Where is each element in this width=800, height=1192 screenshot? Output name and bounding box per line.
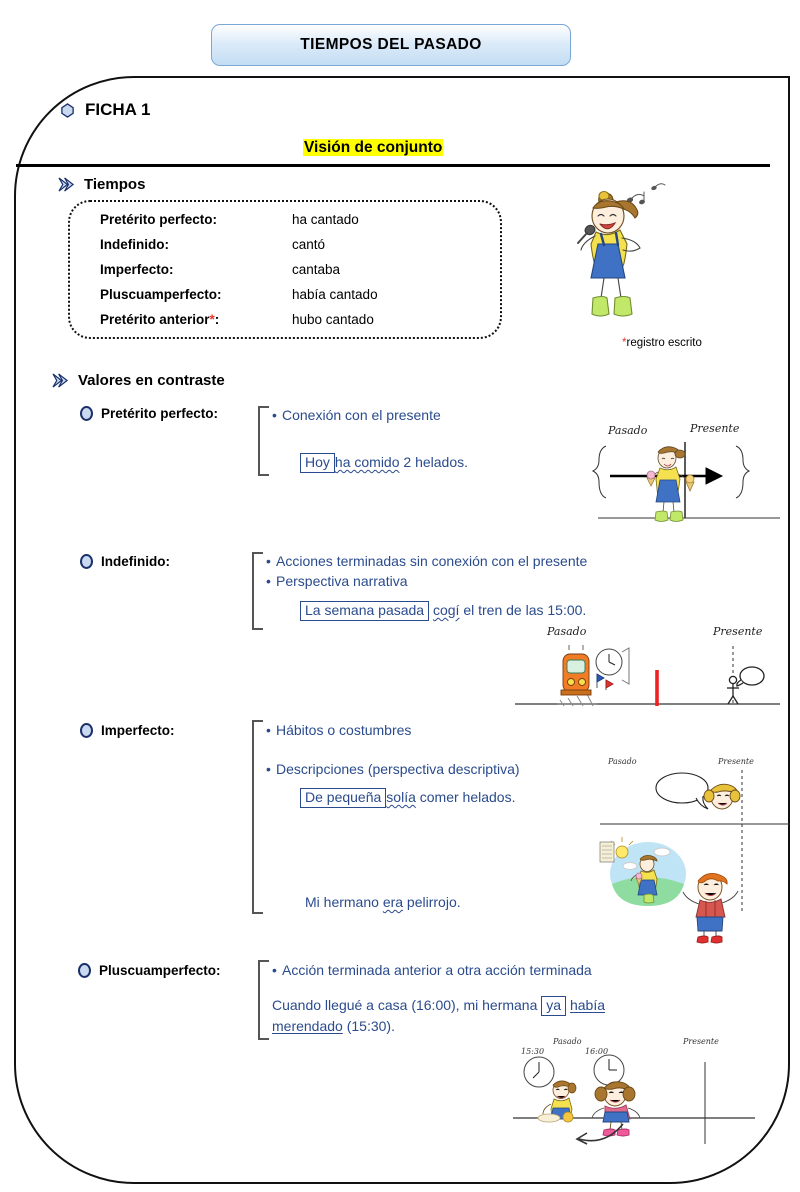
example-verb-1: había xyxy=(569,997,606,1013)
tense-name: Pluscuamperfecto: xyxy=(100,287,222,302)
footnote-star-icon: * xyxy=(622,337,627,349)
timeline-label-presente: Presente xyxy=(690,422,740,435)
subsection-pluscuamperfecto xyxy=(78,963,221,978)
bullet-dot: • xyxy=(266,722,271,738)
bullet-dot: • xyxy=(266,761,271,778)
tense-form: hubo cantado xyxy=(292,312,374,327)
subsection-label: Pluscuamperfecto: xyxy=(99,963,221,978)
example-imperfecto-2 xyxy=(305,892,461,912)
point-text: Acciones terminadas sin conexión con el presente xyxy=(276,553,588,569)
example-rest: (15:30). xyxy=(342,1017,395,1034)
example-imperfecto-1 xyxy=(300,787,515,808)
section-label: Valores en contraste xyxy=(78,372,225,389)
bullet-point xyxy=(266,571,696,591)
tense-form: cantaba xyxy=(292,262,341,277)
content-indefinido xyxy=(266,551,696,592)
example-pluscuamperfecto xyxy=(272,995,697,1036)
example-preterito-perfecto xyxy=(300,452,468,473)
example-rest: pelirrojo. xyxy=(403,894,461,910)
subsection-imperfecto xyxy=(80,723,175,738)
bullet-point xyxy=(272,405,572,425)
tense-name: Indefinido: xyxy=(100,237,169,252)
ficha-label: FICHA 1 xyxy=(85,100,151,119)
boxed-marker: La semana pasada xyxy=(300,601,429,621)
example-verb: era xyxy=(382,894,404,910)
subtitle-highlight xyxy=(303,139,443,157)
tense-name-colon: : xyxy=(214,312,220,327)
tense-row xyxy=(100,312,374,327)
content-pluscuamperfecto xyxy=(272,960,692,980)
bullet-dot: • xyxy=(272,407,277,423)
point-text: Descripciones (perspectiva descriptiva) xyxy=(276,761,520,778)
tense-name-text: Pretérito anterior xyxy=(100,312,210,327)
example-verb-2: merendado xyxy=(272,1017,343,1034)
illustration-timeline-perfecto xyxy=(590,418,790,533)
example-pre: Mi hermano xyxy=(305,894,383,910)
section-label: Tiempos xyxy=(84,176,146,193)
content-preterito-perfecto xyxy=(272,405,572,425)
chevron-bullet-icon xyxy=(52,373,69,388)
clock-label-2: 16:00 xyxy=(585,1047,609,1056)
hexagon-bullet-icon xyxy=(60,103,75,118)
bracket xyxy=(258,406,269,476)
tense-row xyxy=(100,287,378,302)
subtitle-text: Visión de conjunto xyxy=(304,139,443,156)
oval-bullet-icon xyxy=(80,554,93,569)
timeline-label-pasado: Pasado xyxy=(608,424,648,437)
clock-label-1: 15:30 xyxy=(521,1047,545,1056)
bullet-point xyxy=(266,720,606,740)
timeline-label-pasado: Pasado xyxy=(547,625,587,638)
illustration-timeline-imperfecto xyxy=(600,752,800,942)
tense-form: había cantado xyxy=(292,287,378,302)
boxed-marker: De pequeña xyxy=(300,788,386,808)
tense-form: cantó xyxy=(292,237,326,252)
tense-row xyxy=(100,237,325,252)
boxed-marker: Hoy xyxy=(300,453,335,473)
example-rest: 2 helados. xyxy=(399,454,468,470)
boxed-marker: ya xyxy=(541,996,566,1016)
bracket xyxy=(252,552,263,630)
chevron-bullet-icon xyxy=(58,177,75,192)
example-verb: cogí xyxy=(432,602,460,618)
subsection-label: Imperfecto: xyxy=(101,723,175,738)
section-heading-tiempos xyxy=(58,176,145,193)
footnote-star: * xyxy=(209,312,215,327)
bracket xyxy=(258,960,269,1040)
tense-row xyxy=(100,262,340,277)
timeline-label-pasado: Pasado xyxy=(553,1037,582,1046)
example-rest: comer helados. xyxy=(415,789,516,805)
oval-bullet-icon xyxy=(78,963,91,978)
timeline-label-pasado: Pasado xyxy=(608,757,637,766)
bullet-dot: • xyxy=(266,573,271,590)
example-verb: ha comido xyxy=(334,454,400,470)
header-divider xyxy=(16,164,770,167)
illustration-timeline-pluscuamperfecto xyxy=(505,1032,775,1162)
subsection-indefinido xyxy=(80,554,170,569)
tense-name: Pretérito perfecto: xyxy=(100,212,218,227)
oval-bullet-icon xyxy=(80,723,93,738)
example-rest: el tren de las 15:00. xyxy=(459,602,587,618)
tense-row xyxy=(100,212,359,227)
subsection-label: Pretérito perfecto: xyxy=(101,406,219,421)
example-pre: Cuando llegué a casa (16:00), mi hermana xyxy=(272,997,542,1013)
subsection-label: Indefinido: xyxy=(101,554,170,569)
footnote-text: registro escrito xyxy=(626,337,702,349)
example-indefinido xyxy=(300,600,586,621)
section-heading-valores xyxy=(52,372,225,389)
bullet-point xyxy=(266,759,606,779)
page-title: TIEMPOS DEL PASADO xyxy=(300,36,482,53)
bullet-dot: • xyxy=(266,553,271,569)
tense-name xyxy=(100,312,292,327)
bullet-dot: • xyxy=(272,962,277,978)
timeline-label-presente: Presente xyxy=(683,1037,719,1046)
point-text: Hábitos o costumbres xyxy=(276,722,412,738)
content-imperfecto xyxy=(266,720,606,780)
illustration-timeline-indefinido xyxy=(505,622,790,717)
oval-bullet-icon xyxy=(80,406,93,421)
point-text: Conexión con el presente xyxy=(282,407,441,423)
page-title-banner xyxy=(211,24,571,66)
bullet-point xyxy=(272,960,692,980)
footnote-registro-escrito xyxy=(622,337,702,349)
example-verb: solía xyxy=(386,789,416,805)
point-text: Perspectiva narrativa xyxy=(276,573,408,590)
tense-name: Imperfecto: xyxy=(100,262,174,277)
ficha-heading xyxy=(60,100,151,120)
bracket xyxy=(252,720,263,914)
bullet-point xyxy=(266,551,696,571)
illustration-singing-girl xyxy=(560,178,700,330)
subsection-preterito-perfecto xyxy=(80,406,218,421)
tense-form: ha cantado xyxy=(292,212,359,227)
timeline-label-presente: Presente xyxy=(713,625,763,638)
timeline-label-presente: Presente xyxy=(718,757,754,766)
point-text: Acción terminada anterior a otra acción terminada xyxy=(282,962,592,978)
